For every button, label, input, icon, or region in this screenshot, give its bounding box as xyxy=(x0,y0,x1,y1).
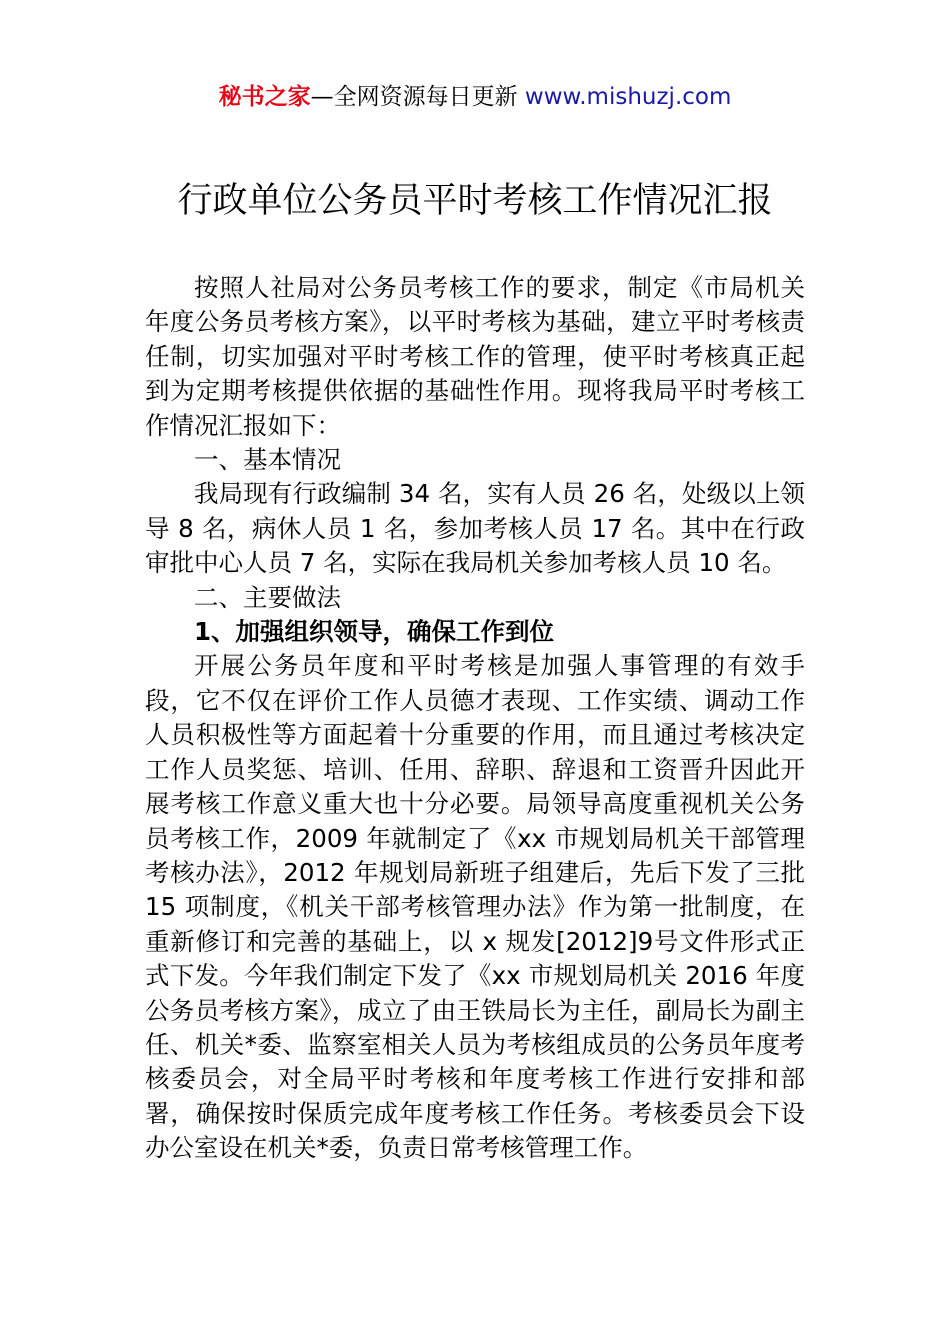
site-brand: 秘书之家 xyxy=(218,84,311,110)
site-url-link[interactable]: www.mishuzj.com xyxy=(524,84,732,110)
document-body xyxy=(145,271,805,1166)
section-heading-basic-situation: 一、基本情况 xyxy=(194,445,341,475)
organization-paragraph: 开展公务员年度和平时考核是加强人事管理的有效手段，它不仅在评价工作人员德才表现、工作实绩、调动工作人员积极性等方面起着十分重要的作用，而且通过考核决定工作人员奖惩、培训、任用、辞职、辞退和工资晋升因此开展考核工作意义重大也十分必要。局领导高度重视机关公务员考核工作，2009 年就制定了《xx 市规划局机关干部管理考核办法》，2012 年规划局新班子组建后，先后下发了三批 15 项制度，《机关干部考核管理办法》作为第一批制度，在重新修订和完善的基础上，以 x 规发[2012]9号文件形式正式下发。今年我们制定下发了《xx 市规划局机关 2016 年度公务员考核方案》，成立了由王铁局长为主任，副局长为副主任、机关*委、监察室相关人员为考核组成员的公务员年度考核委员会，对全局平时考核和年度考核工作进行安排和部署，确保按时保质完成年度考核工作任务。考核委员会下设办公室设在机关*委，负责日常考核管理工作。 xyxy=(145,651,805,1163)
subsection-heading-organization: 1、加强组织领导，确保工作到位 xyxy=(194,617,555,647)
site-tagline: —全网资源每日更新 xyxy=(310,84,525,110)
intro-paragraph: 按照人社局对公务员考核工作的要求，制定《市局机关年度公务员考核方案》，以平时考核为基础，建立平时考核责任制，切实加强对平时考核工作的管理，使平时考核真正起到为定期考核提供依据的基础性作用。现将我局平时考核工作情况汇报如下： xyxy=(145,273,805,440)
section-heading-main-practices: 二、主要做法 xyxy=(194,582,341,612)
site-header xyxy=(0,80,950,114)
basic-situation-paragraph: 我局现有行政编制 34 名，实有人员 26 名，处级以上领导 8 名，病休人员 1 名，参加考核人员 17 名。其中在行政审批中心人员 7 名，实际在我局机关参加考核人员 10 名。 xyxy=(145,479,805,578)
document-title: 行政单位公务员平时考核工作情况汇报 xyxy=(177,181,773,221)
